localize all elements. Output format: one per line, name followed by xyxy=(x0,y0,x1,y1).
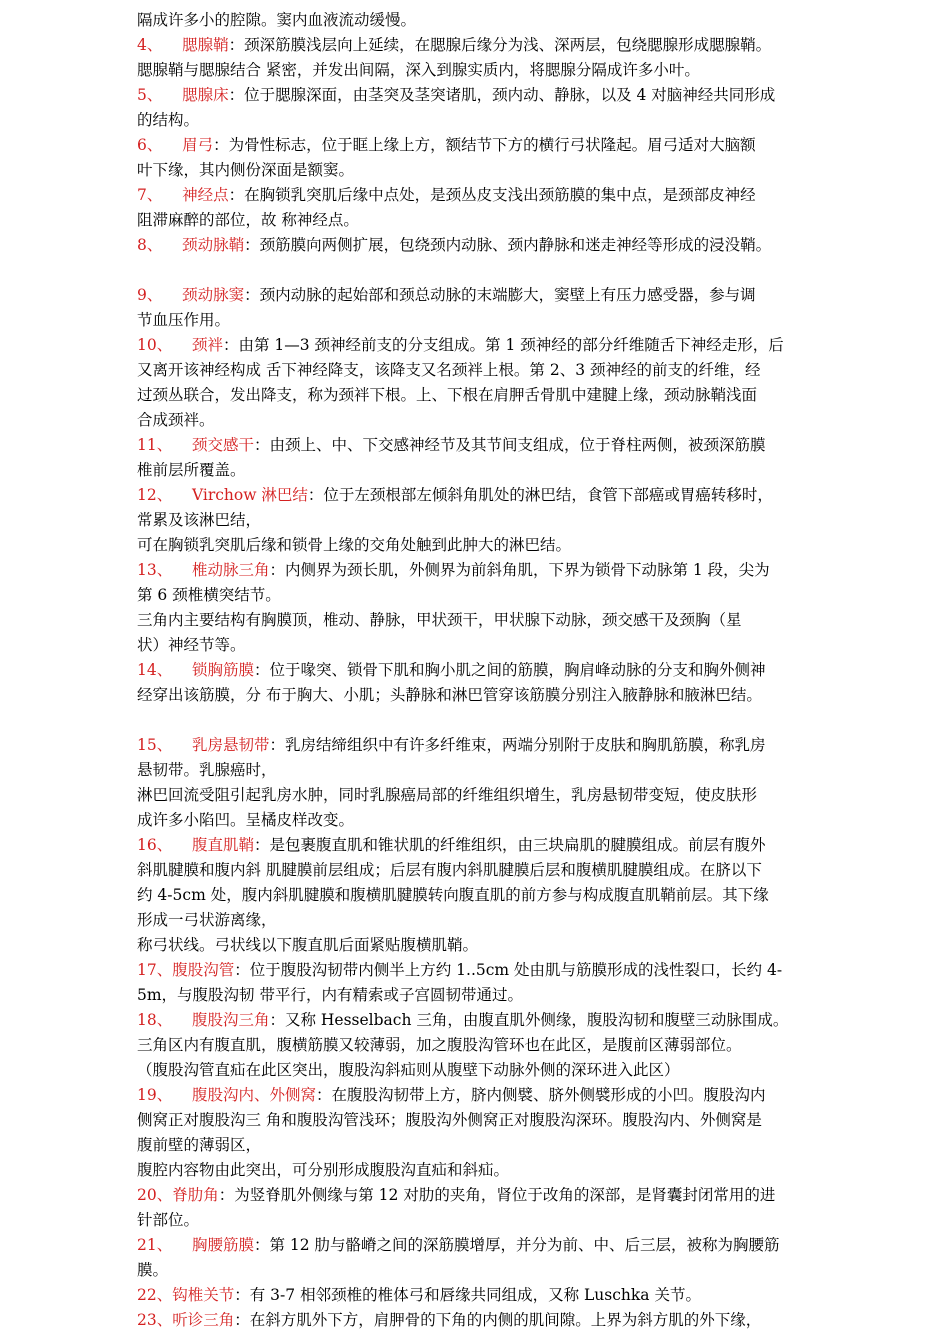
term-line xyxy=(137,558,827,583)
term-title: Virchow 淋巴结 xyxy=(191,486,308,504)
body-text: ：为骨性标志，位于眶上缘上方，额结节下方的横行弓状隆起。眉弓适对大脑额 xyxy=(213,136,756,154)
body-text: 成许多小陷凹。呈橘皮样改变。 xyxy=(137,811,355,829)
term-title: 乳房悬韧带 xyxy=(191,736,270,754)
term-line xyxy=(137,1283,827,1308)
body-text: 隔成许多小的腔隙。窦内血液流动缓慢。 xyxy=(137,11,417,29)
term-title: 腮腺床 xyxy=(182,86,229,104)
item-number: 9、 xyxy=(137,286,183,304)
text-line xyxy=(137,908,827,933)
body-text: ：在腹股沟韧带上方，脐内侧襞、脐外侧襞形成的小凹。腹股沟内 xyxy=(315,1086,766,1104)
term-title: 胸腰筋膜 xyxy=(191,1236,254,1254)
term-title: 听诊三角 xyxy=(172,1311,235,1329)
body-text: 斜肌腱膜和腹内斜 肌腱膜前层组成；后层有腹内斜肌腱膜后层和腹横肌腱膜组成。在脐以下 xyxy=(137,861,762,879)
term-title: 腹股沟管 xyxy=(172,961,235,979)
body-text: （腹股沟管直疝在此区突出，腹股沟斜疝则从腹壁下动脉外侧的深环进入此区） xyxy=(137,1061,680,1079)
text-line xyxy=(137,508,827,533)
body-text: 第 6 颈椎横突结节。 xyxy=(137,586,281,604)
body-text: ：由第 1—3 颈神经前支的分支组成。第 1 颈神经的部分纤维随舌下神经走形，后 xyxy=(222,336,784,354)
body-text: ：位于腮腺深面，由茎突及茎突诸肌，颈内动、静脉，以及 4 对脑神经共同形成 xyxy=(228,86,776,104)
body-text: 约 4-5cm 处，腹内斜肌腱膜和腹横肌腱膜转向腹直肌的前方参与构成腹直肌鞘前层。其下缘 xyxy=(137,886,769,904)
item-number: 21、 xyxy=(137,1236,192,1254)
term-line xyxy=(137,233,827,258)
text-line xyxy=(137,58,827,83)
term-title: 腹直肌鞘 xyxy=(191,836,254,854)
body-text: 侧窝正对腹股沟三 角和腹股沟管浅环；腹股沟外侧窝正对腹股沟深环。腹股沟内、外侧窝是 xyxy=(137,1111,762,1129)
body-text: 称弓状线。弓状线以下腹直肌后面紧贴腹横肌鞘。 xyxy=(137,936,479,954)
body-text: 节血压作用。 xyxy=(137,311,231,329)
term-title: 颈动脉窦 xyxy=(182,286,245,304)
term-line xyxy=(137,333,827,358)
body-text: ：位于左颈根部左倾斜角肌处的淋巴结，食管下部癌或胃癌转移时， xyxy=(307,486,773,504)
body-text: 椎前层所覆盖。 xyxy=(137,461,246,479)
body-text: 可在胸锁乳突肌后缘和锁骨上缘的交角处触到此肿大的淋巴结。 xyxy=(137,536,572,554)
body-text: 状）神经节等。 xyxy=(137,636,246,654)
text-line xyxy=(137,1258,827,1283)
text-line xyxy=(137,883,827,908)
body-text: 合成颈袢。 xyxy=(137,411,215,429)
text-line xyxy=(137,1158,827,1183)
text-line xyxy=(137,933,827,958)
term-title: 颈袢 xyxy=(191,336,223,354)
body-text: 腮腺鞘与腮腺结合 紧密，并发出间隔，深入到腺实质内，将腮腺分隔成许多小叶。 xyxy=(137,61,700,79)
body-text: ：颈筋膜向两侧扩展，包绕颈内动脉、颈内静脉和迷走神经等形成的浸没鞘。 xyxy=(244,236,772,254)
body-text: 腹腔内容物由此突出，可分别形成腹股沟直疝和斜疝。 xyxy=(137,1161,510,1179)
document-page xyxy=(137,8,827,1333)
body-text: 的结构。 xyxy=(137,111,200,129)
body-text: 叶下缘，其内侧份深面是额窦。 xyxy=(137,161,355,179)
text-line xyxy=(137,533,827,558)
text-line xyxy=(137,633,827,658)
item-number: 13、 xyxy=(137,561,192,579)
text-line xyxy=(137,783,827,808)
body-text: 腹前壁的薄弱区， xyxy=(137,1136,262,1154)
body-text: 淋巴回流受阻引起乳房水肿，同时乳腺癌局部的纤维组织增生，乳房悬韧带变短，使皮肤形 xyxy=(137,786,758,804)
text-line xyxy=(137,808,827,833)
text-line xyxy=(137,383,827,408)
term-line xyxy=(137,958,827,983)
term-line xyxy=(137,433,827,458)
term-line xyxy=(137,283,827,308)
body-text: ：乳房结缔组织中有许多纤维束，两端分别附于皮肤和胸肌筋膜，称乳房 xyxy=(269,736,766,754)
body-text: 过颈丛联合，发出降支，称为颈袢下根。上、下根在肩胛舌骨肌中建腱上缘，颈动脉鞘浅面 xyxy=(137,386,758,404)
text-line xyxy=(137,608,827,633)
body-text: ：又称 Hesselbach 三角，由腹直肌外侧缘，腹股沟韧和腹壁三动脉围成。 xyxy=(269,1011,789,1029)
text-line xyxy=(137,983,827,1008)
item-number: 15、 xyxy=(137,736,192,754)
body-text: 5m，与腹股沟韧 带平行，内有精索或子宫圆韧带通过。 xyxy=(137,986,523,1004)
term-title: 锁胸筋膜 xyxy=(191,661,254,679)
term-line xyxy=(137,483,827,508)
text-line xyxy=(137,408,827,433)
item-number: 10、 xyxy=(137,336,192,354)
body-text: 三角内主要结构有胸膜顶，椎动、静脉，甲状颈干，甲状腺下动脉，颈交感干及颈胸（星 xyxy=(137,611,742,629)
body-text: ：为竖脊肌外侧缘与第 12 对肋的夹角，肾位于改角的深部，是肾囊封闭常用的进 xyxy=(218,1186,776,1204)
text-line xyxy=(137,458,827,483)
item-number: 5、 xyxy=(137,86,183,104)
item-number: 7、 xyxy=(137,186,183,204)
term-title: 颈动脉鞘 xyxy=(182,236,245,254)
term-title: 脊肋角 xyxy=(172,1186,219,1204)
term-line xyxy=(137,133,827,158)
item-number: 6、 xyxy=(137,136,183,154)
body-text: 悬韧带。乳腺癌时， xyxy=(137,761,277,779)
term-line xyxy=(137,183,827,208)
text-line xyxy=(137,1033,827,1058)
body-text: 经穿出该筋膜，分 布于胸大、小肌；头静脉和淋巴管穿该筋膜分别注入腋静脉和腋淋巴结。 xyxy=(137,686,762,704)
body-text: 三角区内有腹直肌，腹横筋膜又较薄弱，加之腹股沟管环也在此区，是腹前区薄弱部位。 xyxy=(137,1036,742,1054)
term-title: 神经点 xyxy=(182,186,229,204)
item-number: 17、 xyxy=(137,961,173,979)
text-line xyxy=(137,308,827,333)
term-line xyxy=(137,1308,827,1333)
item-number: 19、 xyxy=(137,1086,192,1104)
term-title: 钩椎关节 xyxy=(172,1286,235,1304)
body-text: 膜。 xyxy=(137,1261,169,1279)
term-line xyxy=(137,833,827,858)
item-number: 16、 xyxy=(137,836,192,854)
text-line xyxy=(137,158,827,183)
body-text: ：位于喙突、锁骨下肌和胸小肌之间的筋膜，胸肩峰动脉的分支和胸外侧神 xyxy=(253,661,766,679)
body-text: ：颈深筋膜浅层向上延续，在腮腺后缘分为浅、深两层，包绕腮腺形成腮腺鞘。 xyxy=(228,36,772,54)
term-line xyxy=(137,658,827,683)
body-text: ：颈内动脉的起始部和颈总动脉的末端膨大，窦壁上有压力感受器，参与调 xyxy=(244,286,756,304)
text-line xyxy=(137,1208,827,1233)
term-line xyxy=(137,733,827,758)
item-number: 8、 xyxy=(137,236,183,254)
term-title: 腹股沟三角 xyxy=(191,1011,270,1029)
item-number: 14、 xyxy=(137,661,192,679)
text-line xyxy=(137,8,827,33)
term-title: 眉弓 xyxy=(182,136,214,154)
text-line xyxy=(137,1133,827,1158)
item-number: 22、 xyxy=(137,1286,173,1304)
body-text: 针部位。 xyxy=(137,1211,200,1229)
text-line xyxy=(137,583,827,608)
term-line xyxy=(137,83,827,108)
body-text: ：第 12 肋与骼嵴之间的深筋膜增厚，并分为前、中、后三层，被称为胸腰筋 xyxy=(253,1236,780,1254)
text-line xyxy=(137,208,827,233)
item-number: 4、 xyxy=(137,36,183,54)
term-line xyxy=(137,1008,827,1033)
body-text: ：内侧界为颈长肌，外侧界为前斜角肌，下界为锁骨下动脉第 1 段，尖为 xyxy=(269,561,770,579)
item-number: 20、 xyxy=(137,1186,173,1204)
text-line xyxy=(137,683,827,708)
body-text: 又离开该神经构成 舌下神经降支，该降支又名颈袢上根。第 2、3 颈神经的前支的纤维，经 xyxy=(137,361,761,379)
item-number: 23、 xyxy=(137,1311,173,1329)
body-text: ：是包裹腹直肌和锥状肌的纤维组织，由三块扁肌的腱膜组成。前层有腹外 xyxy=(253,836,766,854)
text-line xyxy=(137,758,827,783)
term-line xyxy=(137,1183,827,1208)
term-line xyxy=(137,1083,827,1108)
text-line xyxy=(137,1108,827,1133)
term-title: 腹股沟内、外侧窝 xyxy=(191,1086,316,1104)
body-text: 阻滞麻醉的部位，故 称神经点。 xyxy=(137,211,359,229)
body-text: 形成一弓状游离缘， xyxy=(137,911,277,929)
body-text: ：由颈上、中、下交感神经节及其节间支组成，位于脊柱两侧，被颈深筋膜 xyxy=(253,436,766,454)
term-title: 椎动脉三角 xyxy=(191,561,270,579)
body-text: ：在斜方肌外下方，肩胛骨的下角的内侧的肌间隙。上界为斜方肌的外下缘， xyxy=(234,1311,762,1329)
text-line xyxy=(137,1058,827,1083)
body-text: ：在胸锁乳突肌后缘中点处，是颈丛皮支浅出颈筋膜的集中点，是颈部皮神经 xyxy=(228,186,756,204)
item-number: 12、 xyxy=(137,486,192,504)
item-number: 18、 xyxy=(137,1011,192,1029)
term-title: 腮腺鞘 xyxy=(182,36,229,54)
blank-line xyxy=(137,708,827,733)
body-text: ：位于腹股沟韧带内侧半上方约 1..5cm 处由肌与筋膜形成的浅性裂口，长约 4- xyxy=(234,961,783,979)
term-line xyxy=(137,33,827,58)
text-line xyxy=(137,108,827,133)
body-text: ：有 3-7 相邻颈椎的椎体弓和唇缘共同组成，又称 Luschka 关节。 xyxy=(234,1286,701,1304)
text-line xyxy=(137,858,827,883)
term-line xyxy=(137,1233,827,1258)
text-line xyxy=(137,358,827,383)
item-number: 11、 xyxy=(137,436,192,454)
term-title: 颈交感干 xyxy=(191,436,254,454)
body-text: 常累及该淋巴结， xyxy=(137,511,262,529)
blank-line xyxy=(137,258,827,283)
